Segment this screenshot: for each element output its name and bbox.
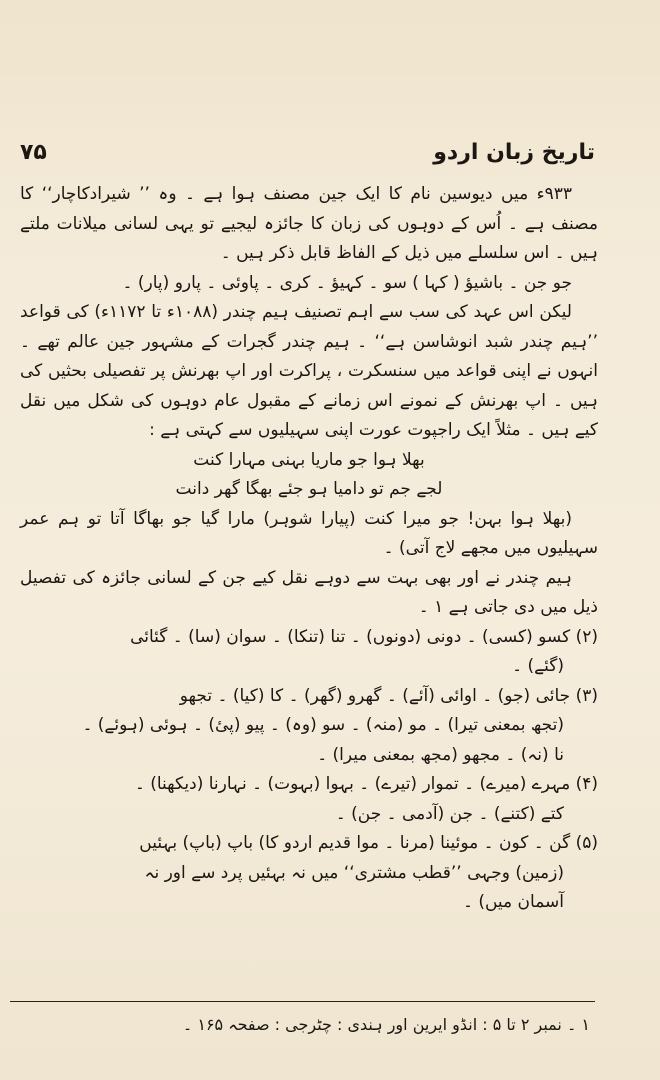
paragraph-hemchandra: لیکن اس عہد کی سب سے اہم تصنیف ہیم چندر (۱۰۸۸ء تا ۱۱۷۲ء) کی قواعد ’’ہیم چندر شبد انوشاسن ہے‘‘ ۔ ہیم چندر گجرات کے مشہور جین عالم تھے ۔ انہوں نے اپنی قواعد میں سنسکرت ، پراکرت اور اپ بھرنش پر تفصیلی بحثیں کی ہیں ۔ اپ بھرنش کے نمونے اس زمانے کے مقبول عام دوہوں کی شکل میں نقل کیے ہیں ۔ مثلاً ایک راجپوت عورت اپنی سہیلیوں سے کہتی ہے :: [20, 302, 598, 440]
list-item-3-cont: (تجھ بمعنی تیرا) ۔ مو (منہ) ۔ سو (وہ) ۔ پیو (پیٔ) ۔ ہوئی (ہوئے) ۔: [82, 715, 564, 735]
running-title: تاریخ زبان اردو: [433, 140, 595, 165]
paragraph-survey-intro: ہیم چندر نے اور بھی بہت سے دوہے نقل کیے جن کے لسانی جائزہ کی تفصیل ذیل میں دی جاتی ہے ۱ ۔: [20, 567, 598, 617]
list-item-3-cont-2: نا (نہ) ۔ مجھو (مجھ بمعنی میرا) ۔: [317, 744, 564, 765]
footnote-divider: [10, 1001, 595, 1002]
verse-line-2: لجے جم تو دامیا ہو جئے بھگا گھر دانت: [175, 479, 443, 499]
paragraph-devsen: ۹۳۳ء میں دیوسین نام کا ایک جین مصنف ہوا ہے ۔ وہ ’’ شیرادکاچار‘‘ کا مصنف ہے ۔ اُس کے دوہوں کی زبان کا جائزہ لیجیے تو یہی لسانی میلانات ملتے ہیں ۔ اس سلسلے میں ذیل کے الفاظ قابل ذکر ہیں ۔: [20, 184, 598, 263]
page-header: [20, 140, 595, 180]
list-item-5: (۵) گن ۔ کون ۔ موئینا (مرنا ۔ موا قدیم اردو کا) باپ (باپ) بہئیں: [139, 833, 598, 853]
list-item-2-cont: (گئے) ۔: [512, 656, 564, 676]
page-number: ۷۵: [20, 140, 47, 165]
page-body: [20, 180, 598, 918]
list-item-4-cont: کتے (کتنے) ۔ جن (آدمی ۔ جن) ۔: [335, 803, 564, 824]
paragraph-translation: (بھلا ہوا بہن! جو میرا کنت (پیارا شوہر) مارا گیا جو بھاگا آتا تو ہم عمر سہیلیوں میں مجھے لاج آتی) ۔: [20, 508, 598, 558]
list-item-4: (۴) مہرے (میرے) ۔ تموار (تیرے) ۔ بہوا (بہوت) ۔ نہارنا (دیکھنا) ۔: [134, 774, 598, 794]
list-item-5-cont-2: آسمان میں) ۔: [462, 892, 564, 912]
paragraph-word-list: جو جن ۔ باشیؤ ( کہا ) سو ۔ کہیؤ ۔ کری ۔ پاوئی ۔ پارو (پار) ۔: [122, 272, 572, 293]
list-item-3: (۳) جائی (جو) ۔ اوائی (آئے) ۔ گھرو (گھر) ۔ کا (کیا) ۔ تجھو: [179, 685, 598, 706]
footnote: ۱ ۔ نمبر ۲ تا ۵ : انڈو ایرین اور ہندی : چٹرجی : صفحہ ۱۶۵ ۔: [182, 1015, 590, 1034]
list-item-5-cont: (زمین) وجہی ’’قطب مشتری‘‘ میں نہ بہئیں پرد سے اور نہ: [144, 862, 564, 883]
list-item-2: (۲) کسو (کسی) ۔ دونی (دونوں) ۔ تنا (تنکا) ۔ سوان (سا) ۔ گئائی: [130, 626, 598, 647]
verse-line-1: بھلا ہوا جو ماریا بہنی مہارا کنت: [193, 449, 425, 470]
